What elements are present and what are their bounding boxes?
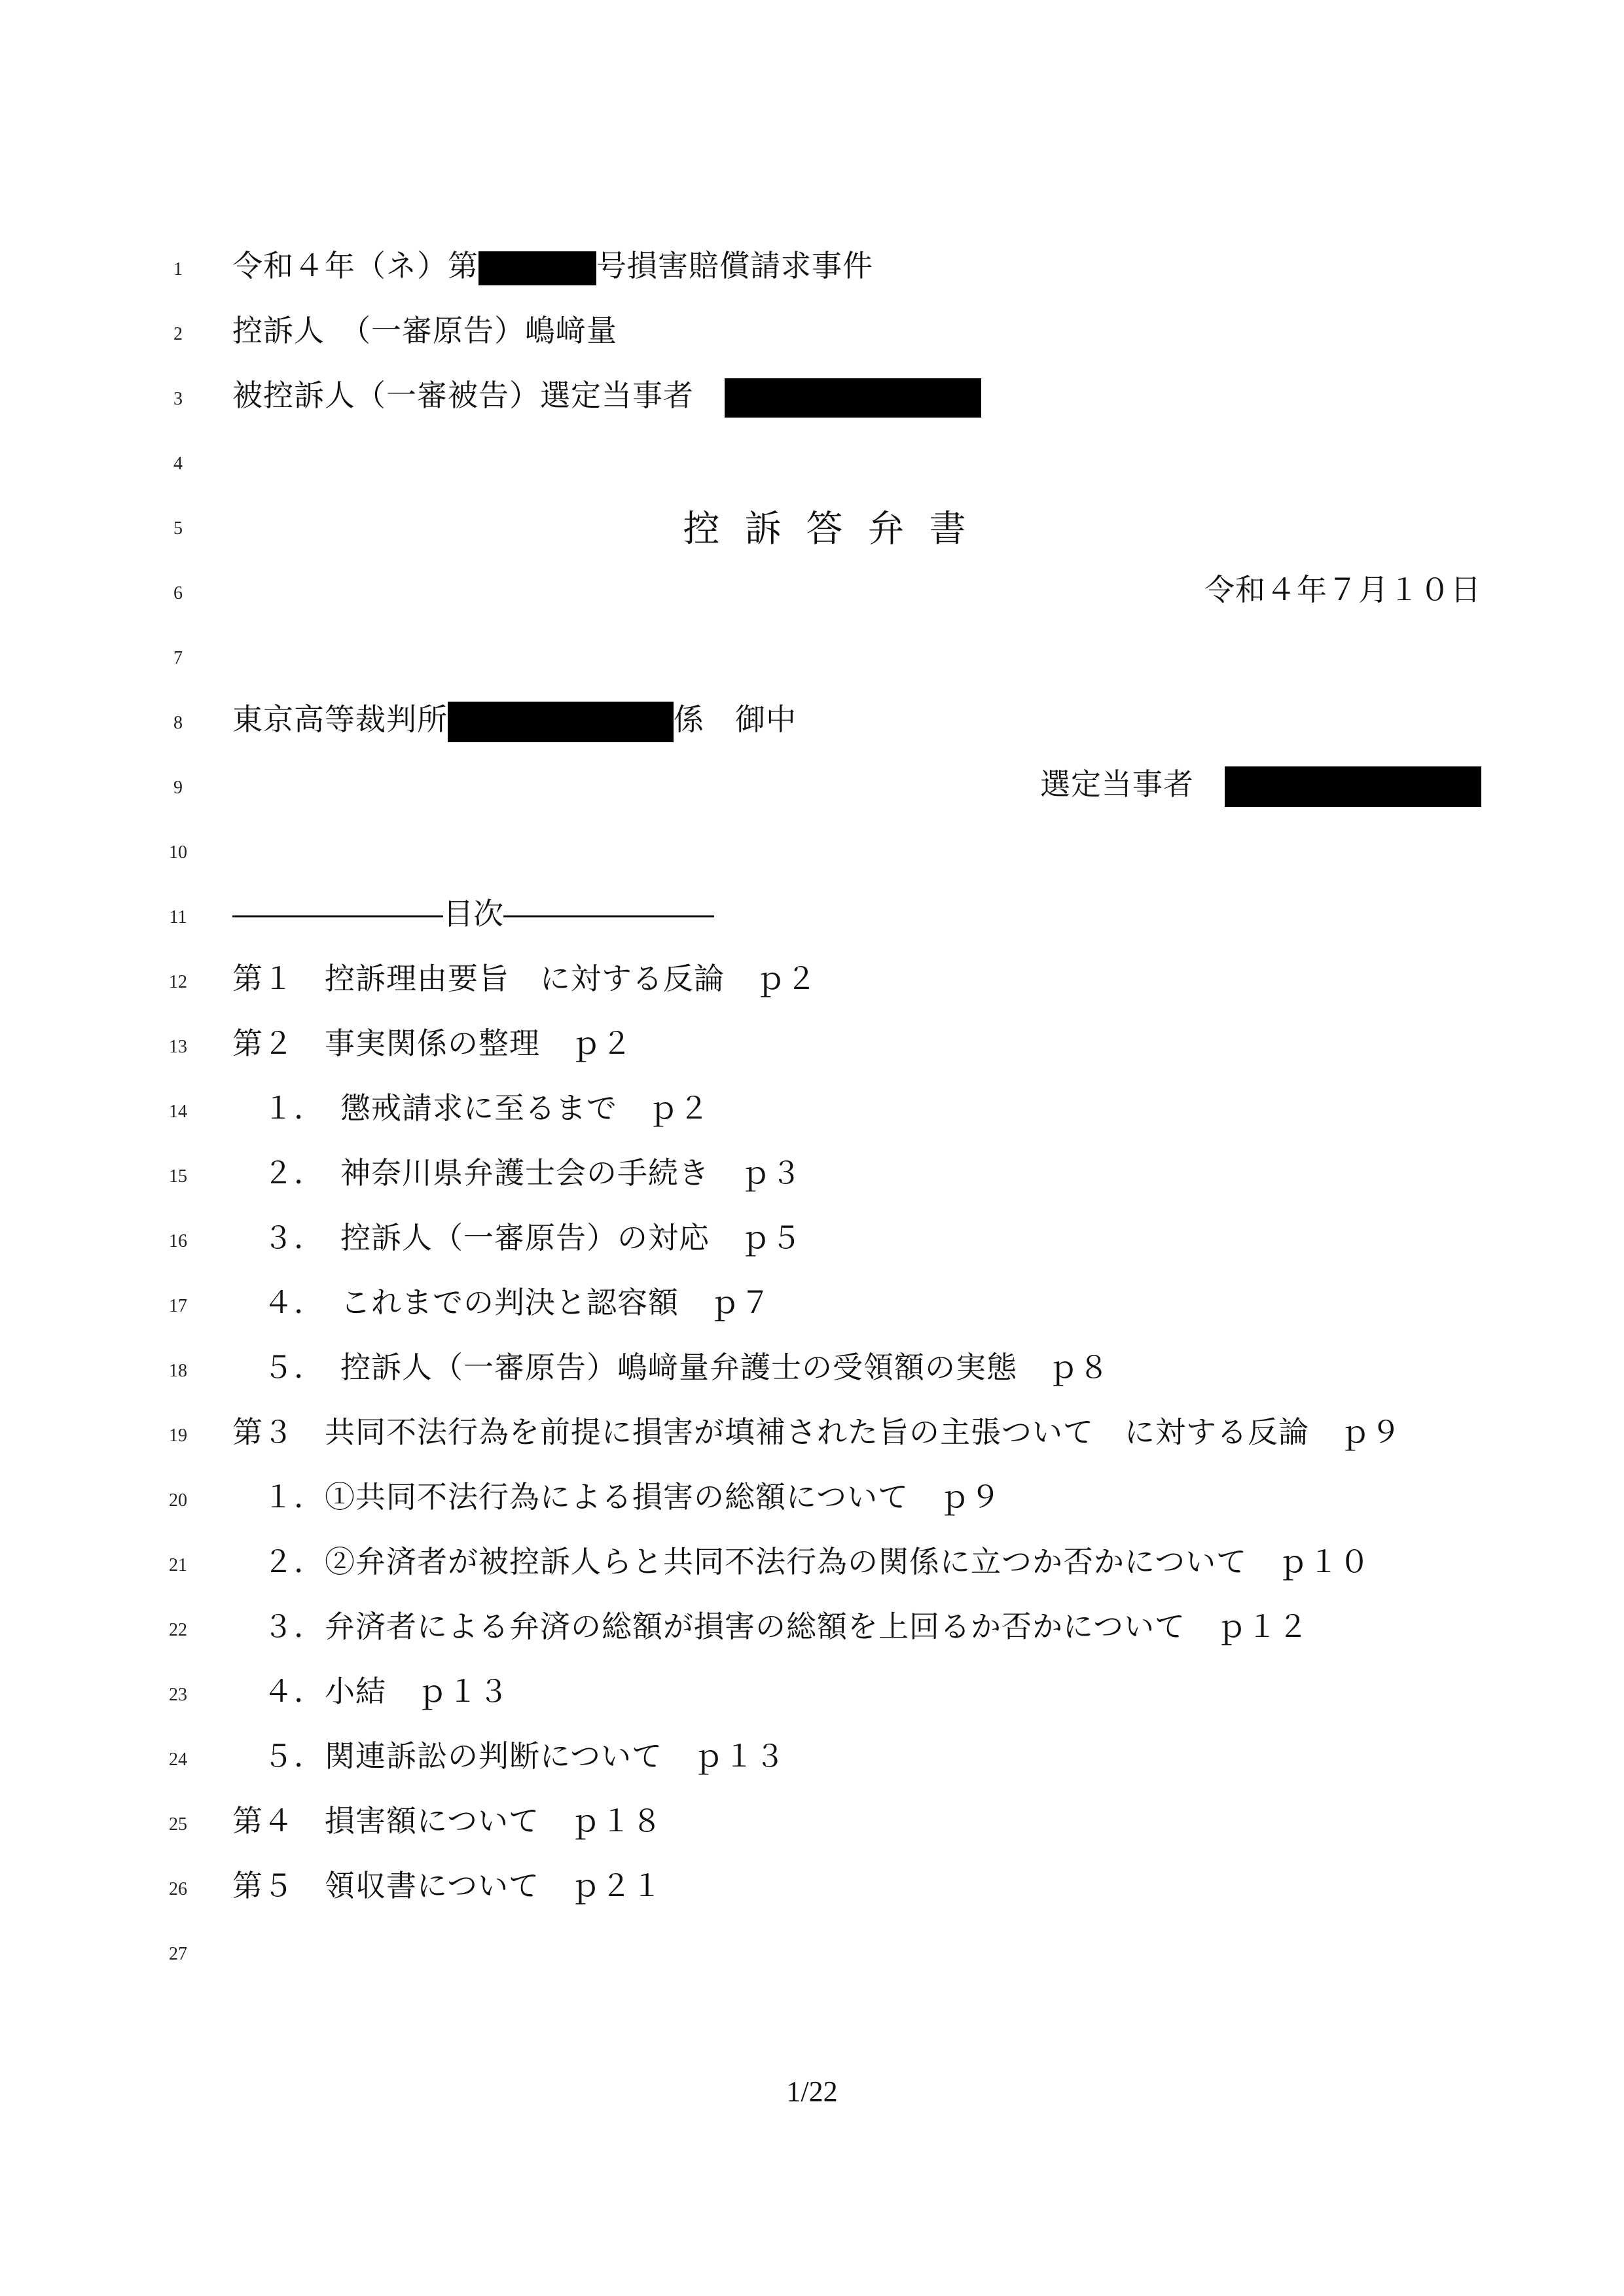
toc-entry: ５． 控訴人（一審原告）嶋﨑量弁護士の受領額の実態 ｐ８ — [232, 1350, 1110, 1385]
toc-entry: 第１ 控訴理由要旨 に対する反論 ｐ２ — [232, 961, 817, 996]
line-number: 22 — [169, 1620, 187, 1640]
toc-entry: 第４ 損害額について ｐ１８ — [232, 1803, 663, 1839]
line-22 — [0, 1595, 1624, 1660]
line-number: 12 — [169, 972, 187, 992]
line-number: 10 — [169, 842, 187, 863]
case-number: 令和４年（ネ）第 号損害賠償請求事件 — [232, 246, 873, 285]
line-11 — [0, 882, 1624, 948]
line-number: 8 — [173, 713, 183, 733]
document-date: 令和４年７月１０日 — [1204, 572, 1481, 607]
appellant-line: 控訴人 （一審原告）嶋﨑量 — [232, 313, 617, 348]
toc-heading: ―――――――目次――――――― — [232, 896, 714, 931]
toc-entry: 第２ 事実関係の整理 ｐ２ — [232, 1026, 632, 1061]
line-12 — [0, 947, 1624, 1013]
line-2 — [0, 299, 1624, 365]
line-17 — [0, 1271, 1624, 1336]
court-addressee: 東京高等裁判所 係 御中 — [232, 700, 797, 742]
redaction-block — [1225, 766, 1481, 807]
appellee-line: 被控訴人（一審被告）選定当事者 — [232, 376, 981, 418]
line-25 — [0, 1789, 1624, 1855]
line-18 — [0, 1336, 1624, 1401]
line-14 — [0, 1077, 1624, 1142]
line-number: 15 — [169, 1166, 187, 1187]
line-16 — [0, 1206, 1624, 1272]
toc-entry: ２． 神奈川県弁護士会の手続き ｐ３ — [232, 1155, 802, 1191]
line-4 — [0, 429, 1624, 494]
line-21 — [0, 1530, 1624, 1596]
line-8 — [0, 688, 1624, 753]
line-number: 3 — [173, 389, 183, 409]
line-7 — [0, 623, 1624, 689]
line-number: 27 — [169, 1944, 187, 1964]
toc-entry: ３． 控訴人（一審原告）の対応 ｐ５ — [232, 1220, 802, 1255]
line-number: 25 — [169, 1814, 187, 1835]
line-3 — [0, 364, 1624, 429]
toc-entry: 第３ 共同不法行為を前提に損害が填補された旨の主張ついて に対する反論 ｐ９ — [232, 1414, 1401, 1450]
line-15 — [0, 1141, 1624, 1207]
line-number: 11 — [169, 907, 187, 927]
line-20 — [0, 1465, 1624, 1531]
redaction-block — [478, 251, 596, 285]
document-title: 控訴答弁書 — [683, 508, 991, 550]
line-number: 14 — [169, 1102, 187, 1122]
line-10 — [0, 817, 1624, 883]
line-number: 20 — [169, 1490, 187, 1511]
line-number: 13 — [169, 1037, 187, 1057]
line-5 — [0, 493, 1624, 559]
line-9 — [0, 753, 1624, 818]
line-number: 6 — [173, 583, 183, 603]
page-number: 1/22 — [786, 2075, 838, 2108]
line-number: 2 — [173, 324, 183, 344]
line-number: 1 — [173, 259, 183, 279]
line-23 — [0, 1660, 1624, 1725]
line-13 — [0, 1012, 1624, 1077]
line-number: 4 — [173, 454, 183, 474]
line-6 — [0, 558, 1624, 624]
redaction-block — [725, 378, 981, 418]
toc-entry: １．①共同不法行為による損害の総額について ｐ９ — [232, 1479, 1001, 1515]
line-number: 17 — [169, 1296, 187, 1316]
line-number: 5 — [173, 518, 183, 539]
line-number: 18 — [169, 1361, 187, 1381]
line-number: 7 — [173, 648, 183, 668]
line-24 — [0, 1725, 1624, 1790]
line-27 — [0, 1919, 1624, 1984]
line-26 — [0, 1854, 1624, 1920]
redaction-block — [448, 702, 674, 742]
line-number: 9 — [173, 778, 183, 798]
party-signature: 選定当事者 — [1040, 764, 1481, 807]
toc-entry: ４．小結 ｐ１３ — [232, 1674, 509, 1709]
line-1 — [0, 234, 1624, 300]
toc-entry: 第５ 領収書について ｐ２１ — [232, 1868, 663, 1903]
line-number: 23 — [169, 1685, 187, 1705]
toc-entry: ５．関連訴訟の判断について ｐ１３ — [232, 1738, 786, 1774]
line-number: 21 — [169, 1555, 187, 1575]
toc-entry: ４． これまでの判決と認容額 ｐ７ — [232, 1285, 771, 1320]
toc-entry: １． 懲戒請求に至るまで ｐ２ — [232, 1090, 710, 1126]
line-number: 26 — [169, 1879, 187, 1899]
line-19 — [0, 1401, 1624, 1466]
line-number: 19 — [169, 1426, 187, 1446]
line-number: 16 — [169, 1231, 187, 1251]
line-number: 24 — [169, 1749, 187, 1770]
toc-entry: ３．弁済者による弁済の総額が損害の総額を上回るか否かについて ｐ１２ — [232, 1609, 1309, 1644]
toc-entry: ２．②弁済者が被控訴人らと共同不法行為の関係に立つか否かについて ｐ１０ — [232, 1544, 1371, 1579]
